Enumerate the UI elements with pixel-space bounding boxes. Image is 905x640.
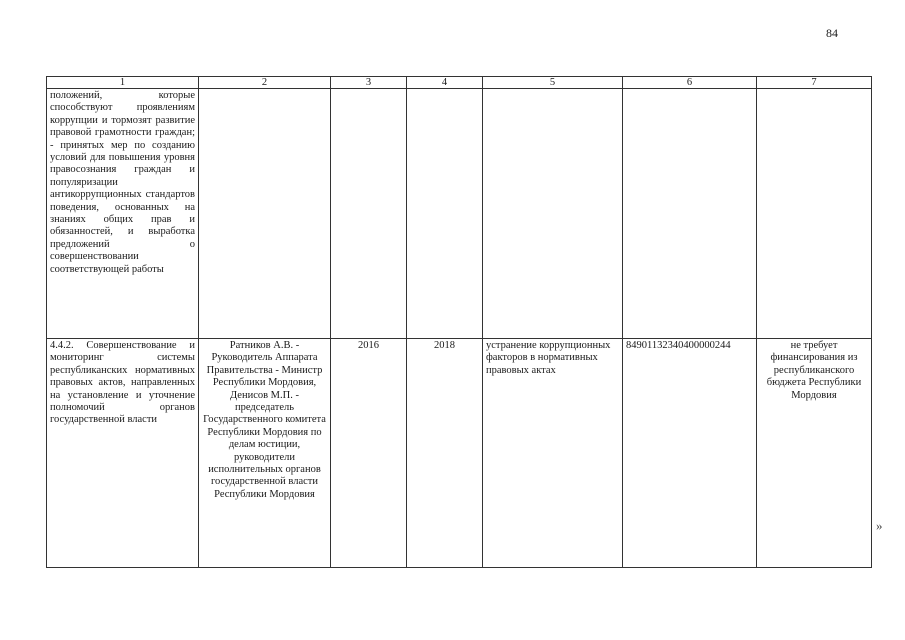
row2-budget-code: 84901132340400000244 <box>623 339 757 568</box>
row2-end-year: 2018 <box>407 339 483 568</box>
header-col-2: 2 <box>199 77 331 89</box>
header-col-3: 3 <box>331 77 407 89</box>
row2-funding: не требует финансирования из республиканского бюджета Республики Мордовия <box>757 339 872 568</box>
row1-cell-4 <box>407 89 483 339</box>
header-col-7: 7 <box>757 77 872 89</box>
row1-cell-7 <box>757 89 872 339</box>
row1-cell-6 <box>623 89 757 339</box>
table-row <box>47 89 872 339</box>
page-number: 84 <box>826 26 838 40</box>
row2-start-year: 2016 <box>331 339 407 568</box>
margin-quote-mark: » <box>876 518 883 533</box>
header-col-5: 5 <box>483 77 623 89</box>
program-table <box>46 76 872 568</box>
header-row <box>47 77 872 89</box>
table-row <box>47 339 872 568</box>
row2-result: устранение коррупционных факторов в нормативных правовых актах <box>483 339 623 568</box>
row1-cell-2 <box>199 89 331 339</box>
row2-responsible: Ратников А.В. - Руководитель Аппарата Правительства - Министр Республики Мордовия, Денисов М.П. - председатель Государственного комитета Республики Мордовия по делам юстиции, руководители исполнительных органов государственной власти Республики Мордовия <box>199 339 331 568</box>
header-col-6: 6 <box>623 77 757 89</box>
header-col-1: 1 <box>47 77 199 89</box>
header-col-4: 4 <box>407 77 483 89</box>
row1-cell-5 <box>483 89 623 339</box>
row1-measure-text: положений, которые способствуют проявлениям коррупции и тормозят развитие правовой грамотности граждан; - принятых мер по созданию условий для повышения уровня правосознания граждан и популяризации антикоррупционных стандартов поведения, основанных на знаниях общих прав и обязанностей, и выработка предложений о совершенствовании соответствующей работы <box>47 89 199 339</box>
row1-cell-3 <box>331 89 407 339</box>
row2-measure-text: 4.4.2. Совершенствование и мониторинг системы республиканских нормативных правовых актов, направленных на установление и уточнение полномочий органов государственной власти <box>47 339 199 568</box>
